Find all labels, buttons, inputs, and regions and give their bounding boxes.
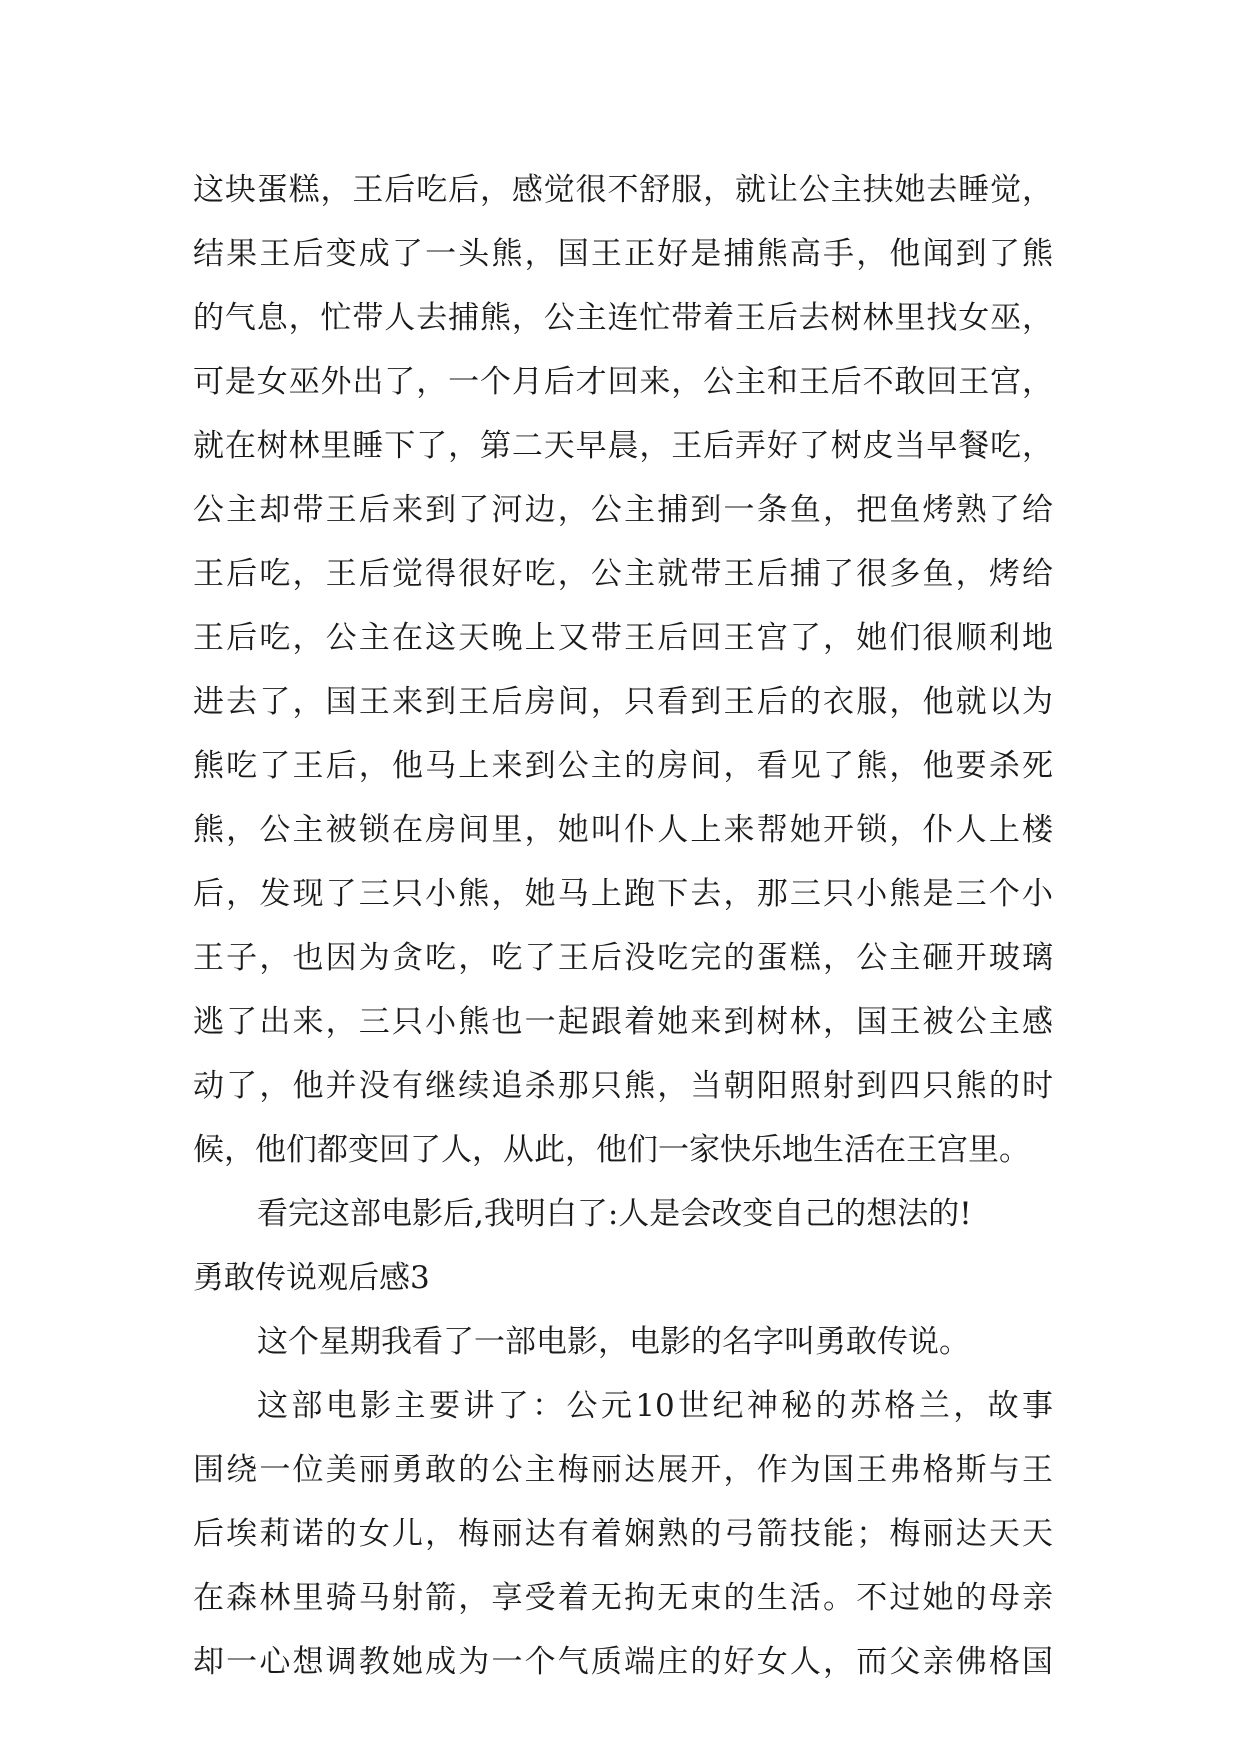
text-line: 王子，也因为贪吃，吃了王后没吃完的蛋糕，公主砸开玻璃 [193, 940, 1053, 976]
text-line: 后埃莉诺的女儿，梅丽达有着娴熟的弓箭技能；梅丽达天天 [193, 1516, 1053, 1552]
text-line: 逃了出来，三只小熊也一起跟着她来到树林，国王被公主感 [193, 1004, 1053, 1040]
section-heading: 勇敢传说观后感3 [193, 1260, 430, 1296]
conclusion-paragraph: 看完这部电影后,我明白了:人是会改变自己的想法的! [257, 1196, 972, 1232]
text-line: 结果王后变成了一头熊，国王正好是捕熊高手，他闻到了熊 [193, 236, 1053, 272]
text-line: 这块蛋糕，王后吃后，感觉很不舒服，就让公主扶她去睡觉， [193, 172, 1053, 208]
text-line: 后，发现了三只小熊，她马上跑下去，那三只小熊是三个小 [193, 876, 1053, 912]
paragraph-end-line: 候，他们都变回了人，从此，他们一家快乐地生活在王宫里。 [193, 1132, 1030, 1168]
text-line: 就在树林里睡下了，第二天早晨，王后弄好了树皮当早餐吃， [193, 428, 1053, 464]
text-line: 可是女巫外出了，一个月后才回来，公主和王后不敢回王宫， [193, 364, 1053, 400]
text-line: 动了，他并没有继续追杀那只熊，当朝阳照射到四只熊的时 [193, 1068, 1053, 1104]
text-line: 公主却带王后来到了河边，公主捕到一条鱼，把鱼烤熟了给 [193, 492, 1053, 528]
paragraph-start-line: 这部电影主要讲了：公元10世纪神秘的苏格兰，故事 [257, 1388, 1053, 1424]
text-line: 王后吃，王后觉得很好吃，公主就带王后捕了很多鱼，烤给 [193, 556, 1053, 592]
text-line: 在森林里骑马射箭，享受着无拘无束的生活。不过她的母亲 [193, 1580, 1053, 1616]
intro-paragraph: 这个星期我看了一部电影，电影的名字叫勇敢传说。 [257, 1324, 970, 1360]
document-body [193, 158, 1053, 1694]
text-line: 的气息，忙带人去捕熊，公主连忙带着王后去树林里找女巫， [193, 300, 1053, 336]
text-line: 熊吃了王后，他马上来到公主的房间，看见了熊，他要杀死 [193, 748, 1053, 784]
text-line: 却一心想调教她成为一个气质端庄的好女人，而父亲佛格国 [193, 1644, 1053, 1680]
text-line: 围绕一位美丽勇敢的公主梅丽达展开，作为国王弗格斯与王 [193, 1452, 1053, 1488]
text-line: 王后吃，公主在这天晚上又带王后回王宫了，她们很顺利地 [193, 620, 1053, 656]
text-line: 熊，公主被锁在房间里，她叫仆人上来帮她开锁，仆人上楼 [193, 812, 1053, 848]
text-line: 进去了，国王来到王后房间，只看到王后的衣服，他就以为 [193, 684, 1053, 720]
